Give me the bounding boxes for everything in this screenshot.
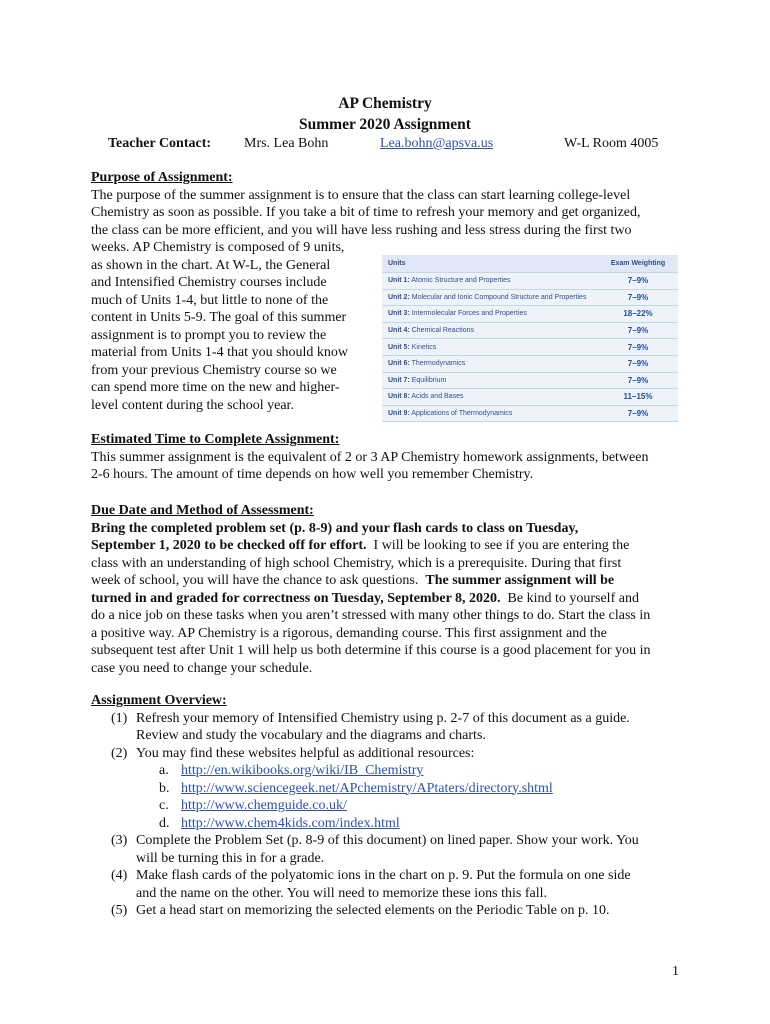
- units-column-header: Units: [388, 260, 406, 267]
- resource-link-item: [91, 815, 681, 833]
- resource-link[interactable]: http://en.wikibooks.org/wiki/IB_Chemistry: [181, 763, 424, 778]
- contact-label: Teacher Contact:: [108, 136, 212, 151]
- purpose-line: the class can be more efficient, and you will have less rushing and less stress during the first two: [91, 222, 632, 238]
- page-number: 1: [672, 964, 679, 979]
- purpose-line: material from Units 1-4 that you should know: [91, 345, 349, 360]
- due-line: subsequent test after Unit 1 will help us both determine if this course is a good placement for you in: [91, 643, 651, 658]
- list-letter: c.: [159, 798, 169, 813]
- purpose-line: content in Units 5-9. The goal of this summer: [91, 310, 347, 325]
- units-table-row: [382, 356, 678, 373]
- list-number: (4): [111, 868, 128, 883]
- units-table-row: [382, 290, 678, 307]
- purpose-line: The purpose of the summer assignment is to ensure that the class can start learning college-level: [91, 187, 631, 203]
- unit-name: Chemical Reactions: [411, 327, 474, 335]
- resource-link-item: [91, 780, 681, 798]
- unit-weight: 7–9%: [627, 326, 649, 336]
- purpose-line: Chemistry as soon as possible. If you take a bit of time to refresh your memory and get organized,: [91, 205, 641, 220]
- units-table-row: [382, 273, 678, 290]
- list-item: (4) Make flash cards of the polyatomic ions in the chart on p. 9. Put the formula on one side and the name on the other. You will need to memorize these ions this fall.: [111, 868, 631, 901]
- unit-number: Unit 8:: [388, 393, 410, 401]
- teacher-name: Mrs. Lea Bohn: [244, 136, 329, 151]
- time-line: This summer assignment is the equivalent of 2 or 3 AP Chemistry homework assignments, between: [91, 449, 649, 465]
- due-line: do a nice job on these tasks when you aren’t stressed with many other things to do. Start the class in: [91, 608, 651, 623]
- unit-weight: 7–9%: [627, 342, 649, 352]
- due-line: September 1, 2020 to be checked off for effort. I will be looking to see if you are entering the: [91, 538, 630, 553]
- purpose-line: can spend more time on the new and higher-: [91, 380, 340, 395]
- resource-link[interactable]: http://www.chemguide.co.uk/: [181, 798, 347, 813]
- units-table-row: [382, 323, 678, 340]
- unit-name: Equilibrium: [411, 376, 447, 384]
- due-line: Bring the completed problem set (p. 8-9) and your flash cards to class on Tuesday,: [91, 520, 579, 536]
- list-letter: b.: [159, 780, 170, 796]
- unit-number: Unit 1:: [388, 277, 410, 285]
- unit-number: Unit 4:: [388, 327, 410, 335]
- time-line: 2-6 hours. The amount of time depends on how well you remember Chemistry.: [91, 467, 534, 482]
- resource-link-item: [91, 797, 681, 815]
- document-subtitle: Summer 2020 Assignment: [299, 116, 471, 133]
- units-table-row: [382, 339, 678, 356]
- unit-number: Unit 3:: [388, 310, 410, 318]
- unit-name: Applications of Thermodynamics: [411, 410, 513, 418]
- purpose-line: much of Units 1-4, but little to none of the: [91, 292, 329, 308]
- unit-number: Unit 6:: [388, 360, 410, 368]
- units-table-header: [382, 255, 678, 273]
- room-number: W-L Room 4005: [564, 136, 659, 151]
- units-table: [382, 255, 678, 422]
- unit-name: Kinetics: [411, 343, 437, 351]
- unit-number: Unit 2:: [388, 293, 410, 301]
- unit-weight: 18–22%: [623, 309, 653, 319]
- contact-row: [0, 136, 770, 156]
- due-line: week of school, you will have the chance to ask questions. The summer assignment will be: [91, 573, 615, 588]
- due-line: case you need to change your schedule.: [91, 660, 313, 676]
- list-letter: a.: [159, 763, 169, 778]
- due-line: a positive way. AP Chemistry is a rigorous, demanding course. This first assignment and the: [91, 625, 607, 641]
- unit-weight: 7–9%: [627, 292, 649, 302]
- unit-number: Unit 9:: [388, 410, 410, 418]
- overview-heading: Assignment Overview:: [91, 693, 227, 708]
- unit-name: Thermodynamics: [411, 360, 466, 368]
- unit-weight: 7–9%: [627, 359, 649, 369]
- resource-link[interactable]: http://www.sciencegeek.net/APchemistry/APtaters/directory.shtml: [181, 780, 553, 796]
- unit-name: Acids and Bases: [411, 393, 464, 401]
- weighting-column-header: Exam Weighting: [610, 260, 666, 267]
- purpose-section: [91, 169, 681, 239]
- due-line: class with an understanding of high school Chemistry, which is a prerequisite. During that first: [91, 555, 622, 571]
- purpose-line: assignment is to prompt you to review the: [91, 327, 327, 343]
- unit-number: Unit 5:: [388, 343, 410, 351]
- due-heading: Due Date and Method of Assessment:: [91, 503, 314, 518]
- document-title: AP Chemistry: [338, 95, 432, 112]
- resource-link-item: [91, 762, 681, 780]
- due-line: turned in and graded for correctness on Tuesday, September 8, 2020. Be kind to yourself and: [91, 590, 639, 606]
- list-item: (2) You may find these websites helpful as additional resources:: [111, 745, 475, 761]
- teacher-email-link[interactable]: Lea.bohn@apsva.us: [380, 136, 494, 151]
- purpose-narrow-text: [91, 239, 371, 414]
- units-table-row: [382, 306, 678, 323]
- unit-name: Intermolecular Forces and Properties: [411, 310, 527, 318]
- time-heading: Estimated Time to Complete Assignment:: [91, 432, 340, 447]
- overview-section: [91, 692, 681, 920]
- unit-weight: 7–9%: [627, 276, 649, 286]
- purpose-line: from your previous Chemistry course so we: [91, 362, 337, 378]
- units-table-row: [382, 406, 678, 423]
- list-number: (2): [111, 745, 128, 761]
- list-item: (5) Get a head start on memorizing the selected elements on the Periodic Table on p. 10.: [111, 903, 610, 918]
- list-item: (3) Complete the Problem Set (p. 8-9 of this document) on lined paper. Show your work. You will be turning this in for a grade.: [111, 833, 639, 866]
- unit-name: Molecular and Ionic Compound Structure and Properties: [411, 293, 587, 301]
- list-number: (1): [111, 710, 128, 726]
- list-number: (5): [111, 903, 128, 918]
- purpose-line: weeks. AP Chemistry is composed of 9 units,: [91, 240, 345, 255]
- units-table-row: [382, 373, 678, 390]
- units-table-row: [382, 389, 678, 406]
- purpose-heading: Purpose of Assignment:: [91, 170, 233, 185]
- list-item: (1) Refresh your memory of Intensified Chemistry using p. 2-7 of this document as a guide. Review and study the vocabulary and the diagrams and charts.: [111, 710, 630, 743]
- unit-weight: 7–9%: [627, 409, 649, 419]
- time-section: [91, 431, 681, 484]
- unit-weight: 11–15%: [623, 392, 653, 402]
- unit-weight: 7–9%: [627, 375, 649, 385]
- due-section: [91, 502, 681, 677]
- purpose-line: and Intensified Chemistry courses include: [91, 275, 327, 290]
- resource-link[interactable]: http://www.chem4kids.com/index.html: [181, 815, 400, 831]
- unit-number: Unit 7:: [388, 376, 410, 384]
- unit-name: Atomic Structure and Properties: [411, 277, 511, 285]
- list-number: (3): [111, 833, 128, 848]
- list-letter: d.: [159, 815, 170, 831]
- purpose-line: level content during the school year.: [91, 397, 294, 413]
- purpose-line: as shown in the chart. At W-L, the General: [91, 257, 331, 273]
